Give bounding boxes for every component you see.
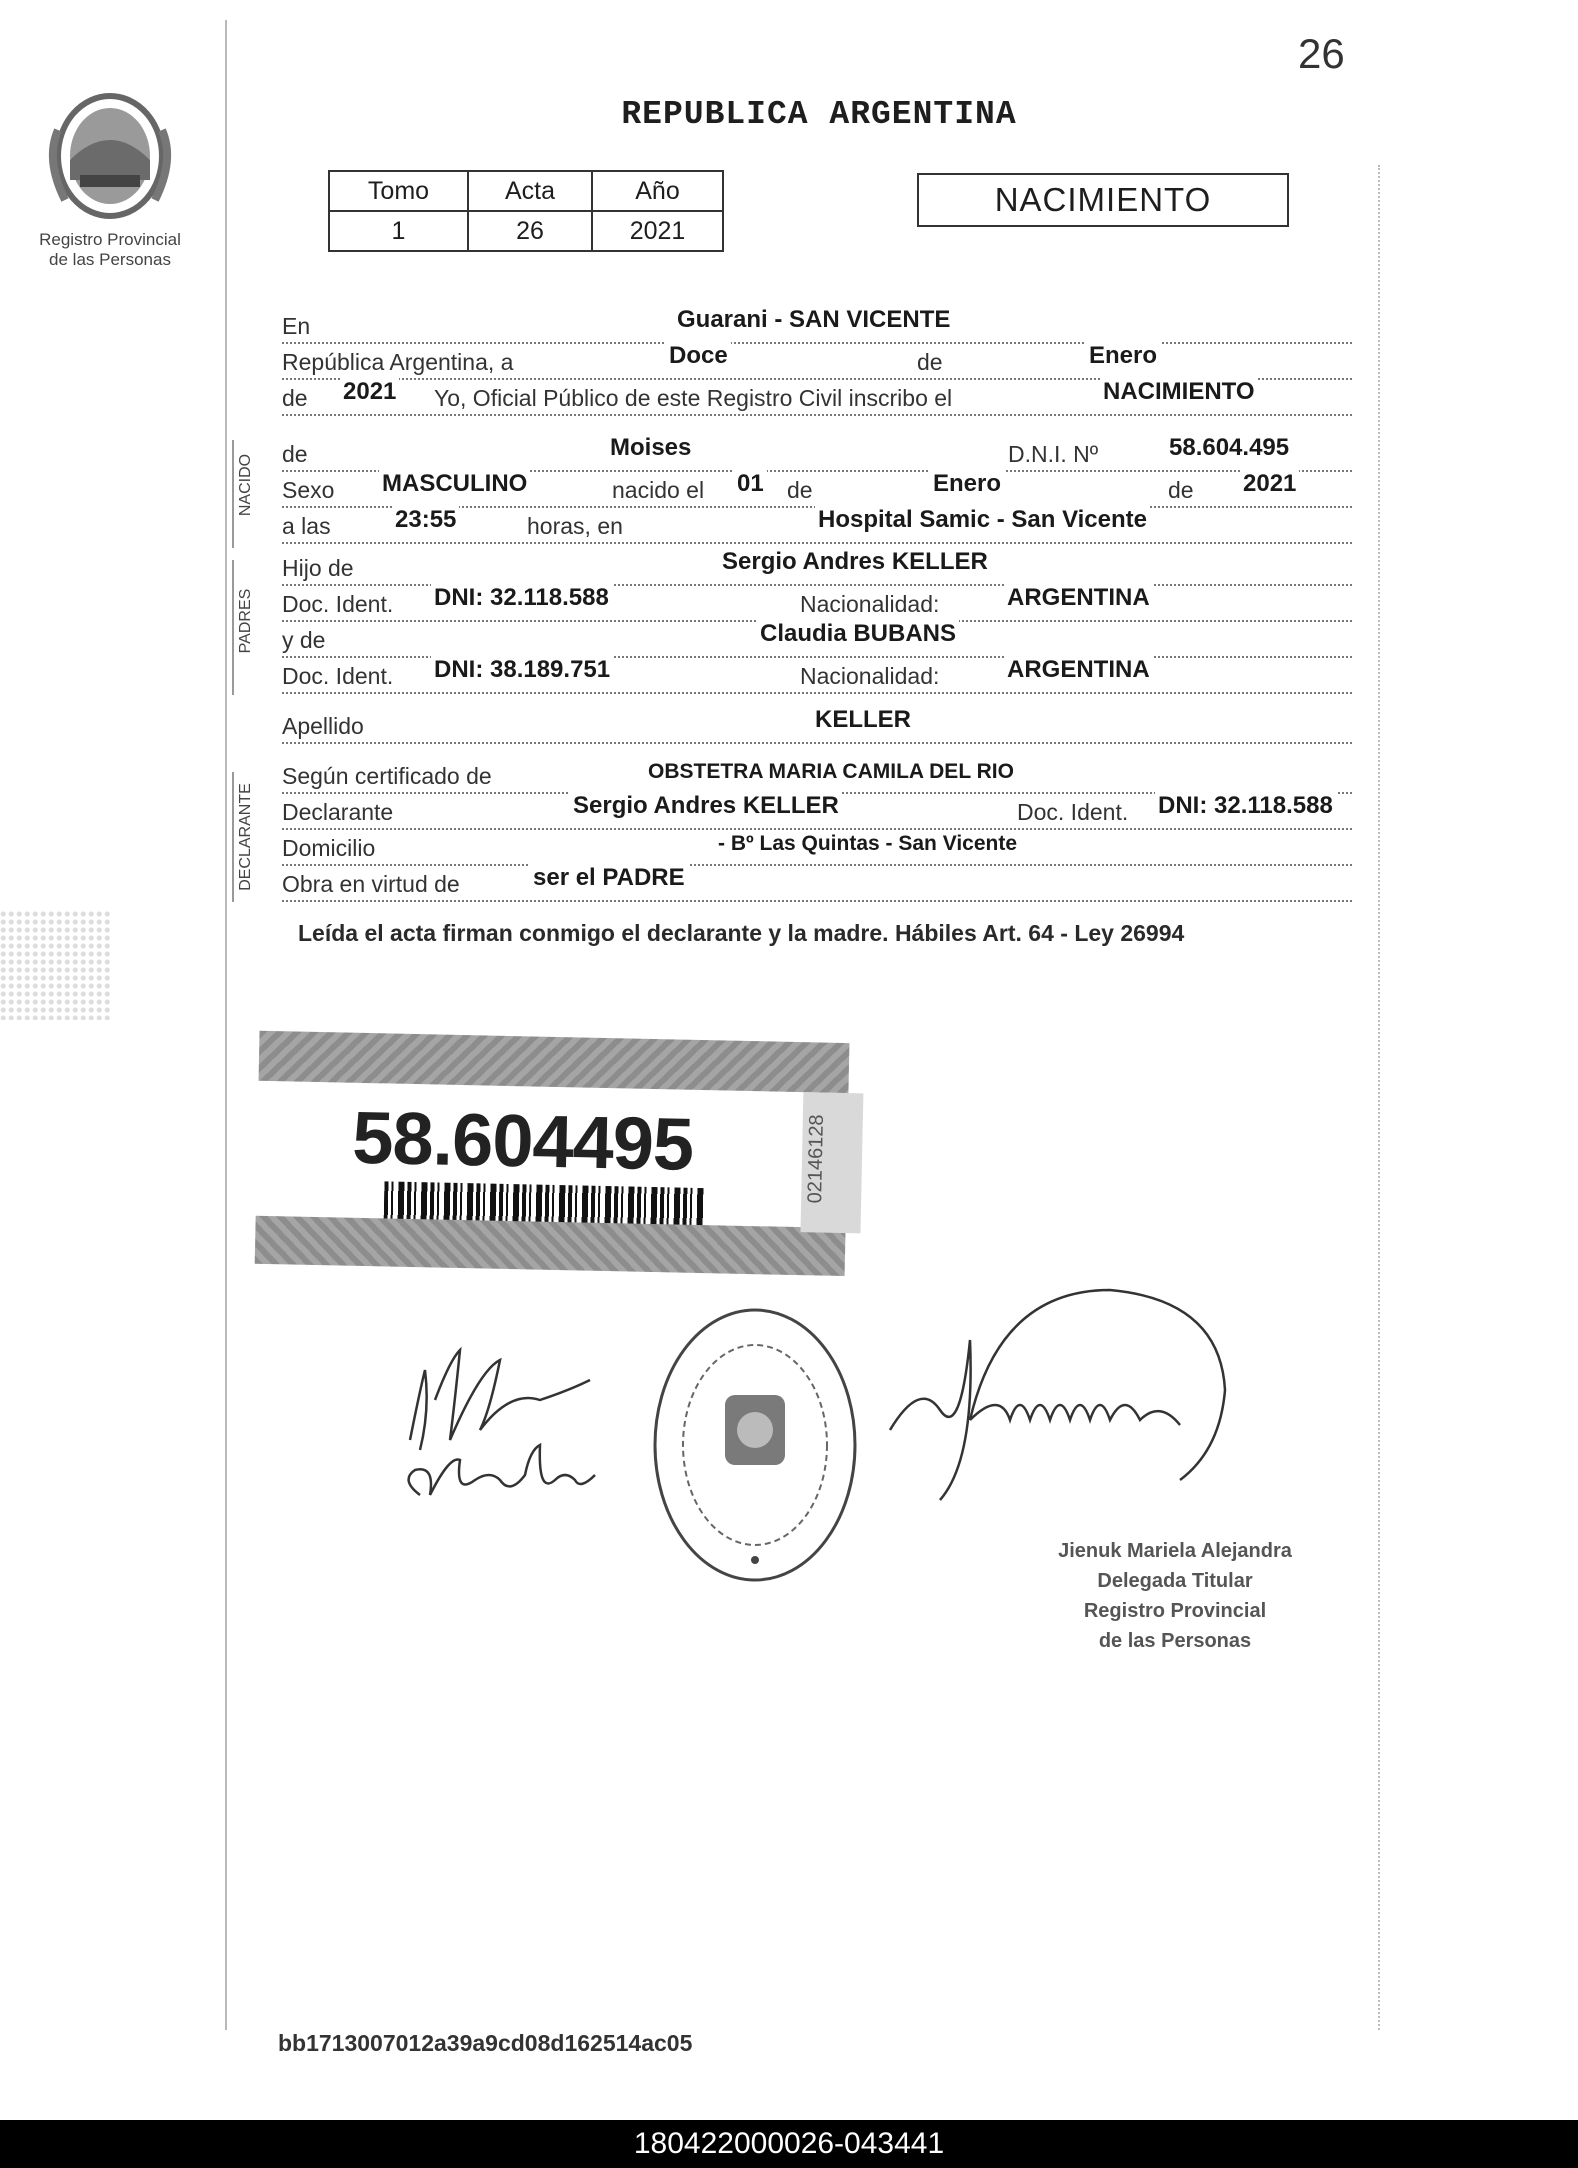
label-de: de	[917, 349, 946, 376]
line-year	[282, 380, 1352, 416]
value-birth-month: Enero	[930, 470, 1004, 498]
document-type-box: NACIMIENTO	[917, 173, 1289, 227]
value-month: Enero	[1086, 342, 1160, 370]
register-value-tomo: 1	[329, 211, 468, 251]
value-mother: Claudia BUBANS	[757, 620, 959, 648]
label-sexo: Sexo	[282, 477, 337, 504]
line-sex-birth	[282, 472, 1352, 508]
value-place: Guarani - SAN VICENTE	[674, 306, 953, 334]
label-mother-doc: Doc. Ident.	[282, 663, 396, 690]
section-bar-padres	[232, 560, 234, 695]
value-name: Moises	[607, 434, 694, 462]
scan-speckle	[0, 910, 110, 1020]
register-value-row	[329, 211, 723, 251]
label-father-doc: Doc. Ident.	[282, 591, 396, 618]
line-place	[282, 308, 1352, 344]
line-time	[282, 508, 1352, 544]
document-title: REPUBLICA ARGENTINA	[621, 96, 1017, 133]
line-father-doc	[282, 586, 1352, 622]
label-mother-nat: Nacionalidad:	[800, 663, 942, 690]
label-oficial: Yo, Oficial Público de este Registro Civil inscribo el	[434, 385, 955, 412]
value-birth-year: 2021	[1240, 470, 1299, 498]
label-nacido: nacido el	[612, 477, 707, 504]
register-header-tomo: Tomo	[329, 171, 468, 211]
label-domicilio: Domicilio	[282, 835, 378, 862]
value-time: 23:55	[392, 506, 459, 534]
register-value-acta: 26	[468, 211, 592, 251]
value-sexo: MASCULINO	[379, 470, 530, 498]
line-segun	[282, 758, 1352, 794]
label-yde: y de	[282, 627, 328, 654]
line-mother-doc	[282, 658, 1352, 694]
closing-statement: Leída el acta firman conmigo el declarante y la madre. Hábiles Art. 64 - Ley 26994	[298, 920, 1185, 946]
label-alas: a las	[282, 513, 334, 540]
signer-name: Jienuk Mariela Alejandra	[1058, 1540, 1292, 1562]
card-serial-tab	[800, 1092, 863, 1233]
card-pattern-bottom	[255, 1216, 846, 1276]
register-header-anio: Año	[592, 171, 723, 211]
label-dni: D.N.I. Nº	[1008, 441, 1101, 468]
value-dni: 58.604.495	[1166, 434, 1292, 462]
emblem-caption-line: Registro Provincial	[39, 230, 181, 249]
value-declarante: Sergio Andres KELLER	[570, 792, 842, 820]
emblem-caption	[20, 230, 200, 270]
value-father: Sergio Andres KELLER	[719, 548, 991, 576]
section-bar-declarante	[232, 772, 234, 902]
value-birth-day: 01	[734, 470, 767, 498]
value-segun: OBSTETRA MARIA CAMILA DEL RIO	[645, 760, 1017, 784]
value-day: Doce	[666, 342, 731, 370]
section-label-declarante: DECLARANTE	[237, 783, 254, 891]
value-father-doc: DNI: 32.118.588	[431, 584, 612, 612]
value-apellido: KELLER	[812, 706, 914, 734]
value-domicilio: - Bº Las Quintas - San Vicente	[715, 832, 1020, 856]
label-name-de: de	[282, 441, 311, 468]
section-bar-nacido	[232, 440, 234, 548]
label-republica: República Argentina, a	[282, 349, 516, 376]
value-year: 2021	[340, 378, 399, 406]
label-horas: horas, en	[527, 513, 626, 540]
line-apellido	[282, 708, 1352, 744]
section-label-nacido: NACIDO	[237, 453, 254, 517]
label-obra: Obra en virtud de	[282, 871, 463, 898]
card-pattern-top	[259, 1031, 850, 1093]
signer-office: Registro Provincial	[1083, 1600, 1267, 1622]
document-hash: bb1713007012a39a9cd08d162514ac05	[278, 2030, 693, 2056]
label-declarante-doc: Doc. Ident.	[1017, 799, 1131, 826]
emblem-caption-line: de las Personas	[49, 250, 171, 269]
value-mother-doc: DNI: 38.189.751	[431, 656, 613, 684]
line-date	[282, 344, 1352, 380]
line-declarante	[282, 794, 1352, 830]
section-label-padres: PADRES	[237, 588, 254, 654]
page-number: 26	[1298, 30, 1345, 77]
card-serial-number: 02146128	[804, 1114, 828, 1204]
label-en: En	[282, 313, 313, 340]
right-margin-rule	[1378, 165, 1380, 2030]
label-year-de: de	[282, 385, 311, 412]
register-header-row	[329, 171, 723, 211]
line-name	[282, 436, 1352, 472]
label-apellido: Apellido	[282, 713, 367, 740]
register-header-acta: Acta	[468, 171, 592, 211]
register-value-anio: 2021	[592, 211, 723, 251]
label-declarante: Declarante	[282, 799, 396, 826]
footer-barcode-id: 180422000026-043441	[0, 2120, 1578, 2168]
signer-block	[1010, 1536, 1340, 1656]
register-table	[328, 170, 724, 252]
line-domicilio	[282, 830, 1352, 866]
label-birth-de1: de	[787, 477, 816, 504]
value-mother-nat: ARGENTINA	[1004, 656, 1153, 684]
line-father	[282, 550, 1352, 586]
official-seal-icon	[640, 1295, 870, 1595]
line-obra	[282, 866, 1352, 902]
signer-role: Delegada Titular	[1097, 1570, 1253, 1592]
label-father-nat: Nacionalidad:	[800, 591, 942, 618]
value-birthplace: Hospital Samic - San Vicente	[815, 506, 1150, 534]
declarant-signature-icon	[390, 1330, 610, 1530]
dni-label-card	[255, 1031, 860, 1284]
label-birth-de2: de	[1168, 477, 1197, 504]
card-dni-number: 58.604495	[351, 1095, 694, 1186]
label-hijo: Hijo de	[282, 555, 357, 582]
value-father-nat: ARGENTINA	[1004, 584, 1153, 612]
label-segun: Según certificado de	[282, 763, 495, 790]
value-declarante-doc: DNI: 32.118.588	[1155, 792, 1336, 820]
officer-signature-icon	[880, 1280, 1250, 1530]
line-mother	[282, 622, 1352, 658]
left-margin-rule	[225, 20, 227, 2030]
value-act: NACIMIENTO	[1100, 378, 1258, 406]
signer-office-2: de las Personas	[1098, 1630, 1252, 1652]
value-obra: ser el PADRE	[530, 864, 688, 892]
